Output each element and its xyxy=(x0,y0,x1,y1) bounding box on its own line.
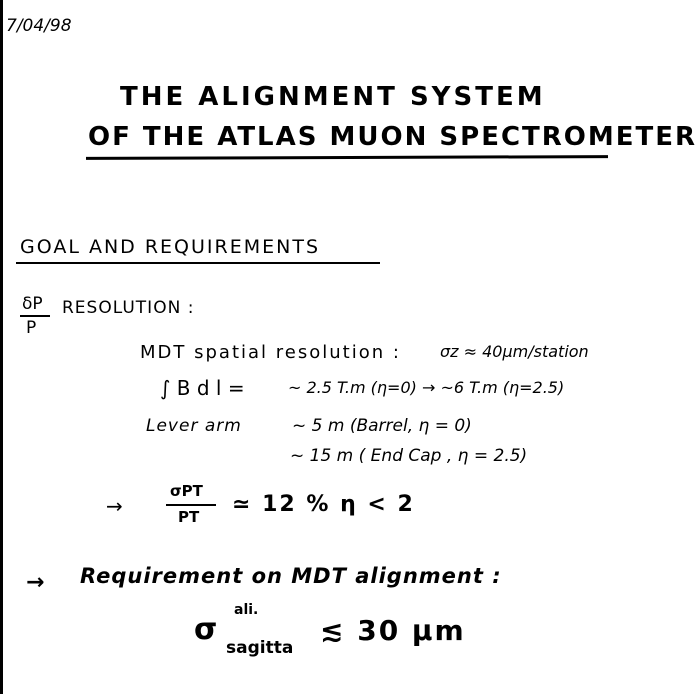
implies-arrow: → xyxy=(106,494,123,518)
title-line-2: OF THE ATLAS MUON SPECTROMETER xyxy=(88,122,697,152)
field-integral-value: ~ 2.5 T.m (η=0) → ~6 T.m (η=2.5) xyxy=(288,378,565,397)
lever-arm-barrel: ~ 5 m (Barrel, η = 0) xyxy=(292,416,472,436)
lever-arm-label: Lever arm xyxy=(146,416,242,436)
title-line-1: THE ALIGNMENT SYSTEM xyxy=(120,82,546,112)
momentum-resolution-numerator: σPT xyxy=(170,482,203,500)
title-underline xyxy=(86,155,608,160)
date: 7/04/98 xyxy=(6,16,72,36)
momentum-resolution-value: ≃ 12 % η < 2 xyxy=(232,492,415,517)
section-underline xyxy=(16,262,380,264)
sagitta-subscript: sagitta xyxy=(226,638,294,658)
section-heading: GOAL AND REQUIREMENTS xyxy=(20,236,321,258)
resolution-fraction-numerator: δP xyxy=(22,294,43,314)
lever-arm-endcap: ~ 15 m ( End Cap , η = 2.5) xyxy=(290,446,528,466)
momentum-resolution-fraction-bar xyxy=(166,504,216,506)
resolution-fraction-bar xyxy=(20,315,50,317)
mdt-resolution-value: σz ≈ 40μm/station xyxy=(440,342,589,361)
sagitta-superscript: ali. xyxy=(234,602,259,618)
resolution-fraction-denominator: P xyxy=(26,318,37,338)
field-integral-label: ∫ B d l = xyxy=(160,376,245,400)
sagitta-sigma-symbol: σ xyxy=(194,612,218,647)
sagitta-requirement-value: ≲ 30 μm xyxy=(320,614,466,647)
requirement-text: Requirement on MDT alignment : xyxy=(80,564,502,588)
resolution-label: RESOLUTION : xyxy=(62,298,195,318)
page-edge-line xyxy=(0,0,3,694)
momentum-resolution-denominator: PT xyxy=(178,508,200,526)
mdt-resolution-label: MDT spatial resolution : xyxy=(140,342,401,363)
requirement-arrow: → xyxy=(26,570,45,595)
